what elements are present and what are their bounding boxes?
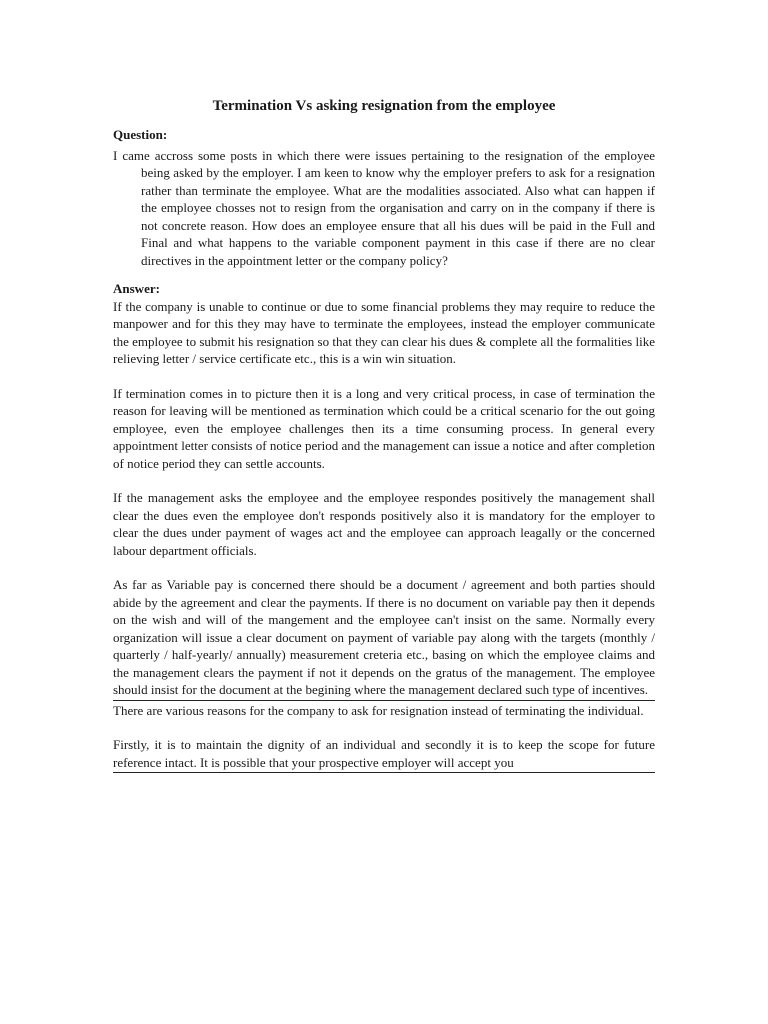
- bottom-divider: [113, 772, 655, 773]
- answer-paragraph: If the management asks the employee and the employee respondes positively the management shall clear the dues even the employee don't responds positively also it is mandatory for the employer to clear the dues under payment of wages act and the employee can approach leagally or the concerned labour department officials.: [113, 490, 655, 558]
- answer-label: Answer:: [113, 281, 160, 296]
- answer-paragraph: As far as Variable pay is concerned there should be a document / agreement and both parties should abide by the agreement and clear the payments. If there is no document on variable pay then it depends on the wish and will of the mangement and the employee can't insist on the same. Normally every organization will issue a clear document on payment of variable pay along with the targets (monthly / quarterly / half-yearly/ annually) measurement creteria etc., basing on which the employee claims and the management clears the payment if not it depends on the gratus of the management. The employee should insist for the document at the begining where the management declared such type of incentives.: [113, 577, 655, 697]
- question-text: I came accross some posts in which there were issues pertaining to the resignation of the employee being asked by the employer. I am keen to know why the employer prefers to ask for a resignation rather than terminate the employee. What are the modalities associated. Also what can happen if the employee chosses not to resign from the organisation and carry on in the company if there is not concrete reason. How does an employee ensure that all his dues will be paid in the Full and Final and what happens to the variable component payment in this case if there are no clear directives in the appointment letter or the company policy?: [113, 147, 655, 268]
- second-answer-paragraph: Firstly, it is to maintain the dignity of an individual and secondly it is to keep the scope for future reference intact. It is possible that your prospective employer will accept you: [113, 737, 655, 770]
- document-page: [113, 96, 655, 773]
- answer-paragraph: If the company is unable to continue or due to some financial problems they may require to reduce the manpower and for this they may have to terminate the employees, instead the employer communicate the employee to submit his resignation so that they can clear his dues & complete all the formalities like relieving letter / service certificate etc., this is a win win situation.: [113, 298, 655, 366]
- section-divider: [113, 700, 655, 701]
- question-label: Question:: [113, 127, 168, 142]
- document-title: Termination Vs asking resignation from the employee: [212, 98, 556, 114]
- answer-paragraph: If termination comes in to picture then it is a long and very critical process, in case of termination the reason for leaving will be mentioned as termination which could be a critical scenario for the out going employee, even the employee challenges then its a time consuming process. In general every appointment letter consists of notice period and the management can issue a notice and after completion of notice period they can settle accounts.: [113, 385, 655, 471]
- second-answer-paragraph: There are various reasons for the company to ask for resignation instead of terminating the individual.: [113, 702, 644, 718]
